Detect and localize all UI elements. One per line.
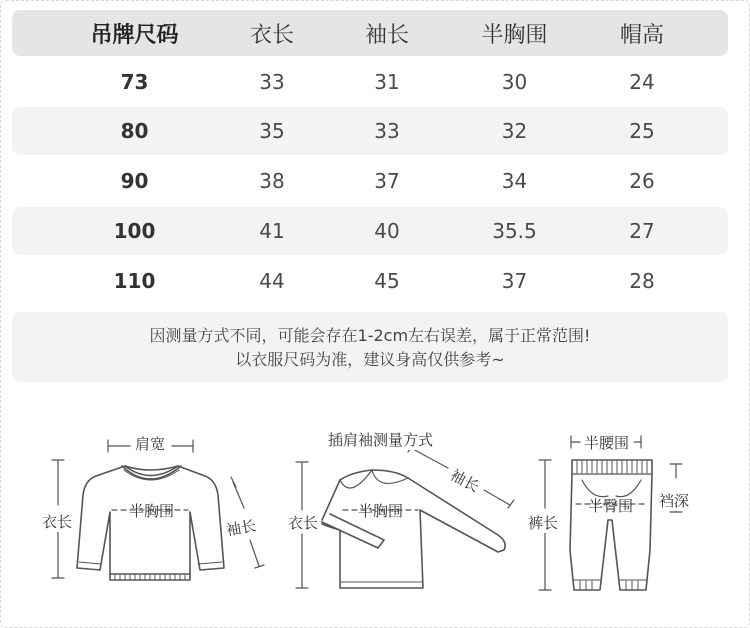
row-size: 110 <box>113 269 156 293</box>
label-raglan-length: 衣长 <box>288 514 319 532</box>
table-row <box>12 257 728 305</box>
label-raglan-sleeve: 袖长 <box>447 465 483 496</box>
row-sleeve: 31 <box>374 70 400 94</box>
note-line-2: 以衣服尺码为准，建议身高仅供参考~ <box>235 350 505 369</box>
row-sleeve: 33 <box>374 119 400 143</box>
table-row <box>12 58 728 106</box>
row-hood-height: 26 <box>629 169 655 193</box>
row-length: 41 <box>259 219 285 243</box>
header-hood-height: 帽高 <box>619 22 664 48</box>
label-shoulder-width: 肩宽 <box>135 435 166 453</box>
note-line-1: 因测量方式不同，可能会存在1-2cm左右误差，属于正常范围! <box>149 326 591 345</box>
row-length: 33 <box>259 70 285 94</box>
label-sweater-sleeve: 袖长 <box>224 516 258 540</box>
row-size: 73 <box>120 70 149 94</box>
row-half-chest: 30 <box>501 70 528 94</box>
row-hood-height: 28 <box>629 269 655 293</box>
row-length: 35 <box>259 119 285 143</box>
header-half-chest: 半胸围 <box>481 22 548 48</box>
header-length: 衣长 <box>249 22 294 48</box>
measurement-diagrams <box>0 400 750 610</box>
size-table-header <box>12 10 728 56</box>
label-raglan-chest: 半胸围 <box>358 502 404 520</box>
label-pants-length: 裤长 <box>528 514 559 532</box>
header-sleeve: 袖长 <box>364 22 409 48</box>
table-row <box>12 207 728 255</box>
table-row <box>12 157 728 205</box>
row-half-chest: 34 <box>501 169 528 193</box>
header-tag-size: 吊牌尺码 <box>90 22 179 48</box>
row-length: 38 <box>259 169 285 193</box>
row-hood-height: 24 <box>629 70 655 94</box>
label-sweater-length: 衣长 <box>42 513 73 531</box>
label-rise: 裆深 <box>659 492 690 510</box>
row-hood-height: 25 <box>629 119 655 143</box>
label-sweater-chest: 半胸围 <box>129 502 175 520</box>
label-raglan-title: 插肩袖测量方式 <box>328 431 434 449</box>
measurement-note <box>12 312 728 382</box>
row-sleeve: 37 <box>374 169 400 193</box>
row-size: 90 <box>120 169 149 193</box>
row-sleeve: 40 <box>374 219 400 243</box>
label-half-hip: 半臀围 <box>588 497 634 515</box>
label-half-waist: 半腰围 <box>584 434 630 452</box>
row-sleeve: 45 <box>374 269 400 293</box>
row-half-chest: 32 <box>501 119 528 143</box>
row-half-chest: 37 <box>501 269 528 293</box>
row-size: 80 <box>120 119 149 143</box>
row-length: 44 <box>259 269 285 293</box>
row-hood-height: 27 <box>629 219 655 243</box>
row-size: 100 <box>113 219 156 243</box>
row-half-chest: 35.5 <box>492 219 537 243</box>
table-row <box>12 107 728 155</box>
